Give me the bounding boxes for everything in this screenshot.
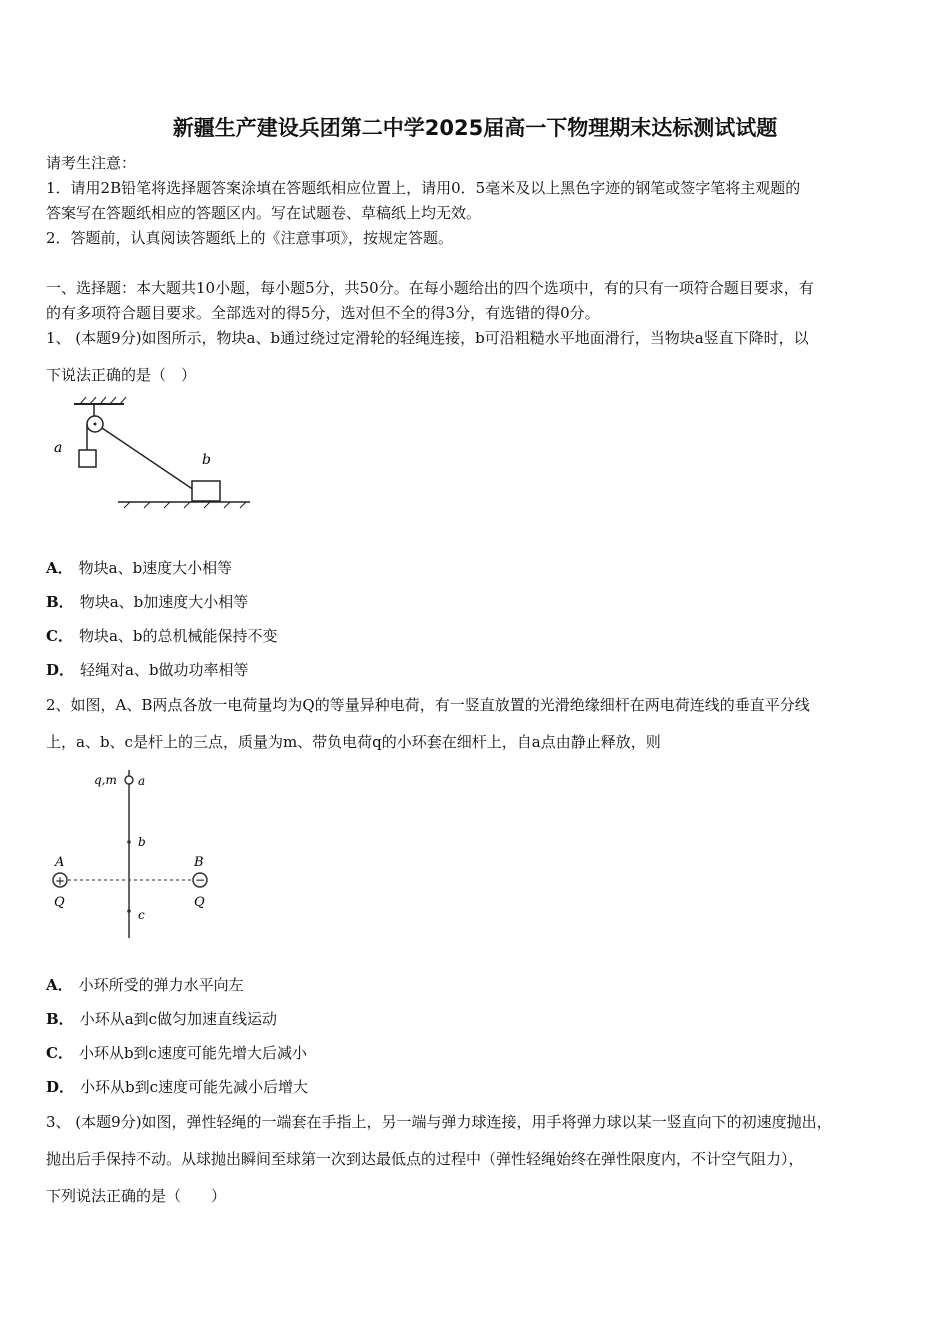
charge-b-sign: − bbox=[195, 873, 206, 887]
question-1-option-b[interactable]: B． 物块a、b加速度大小相等 bbox=[46, 593, 249, 611]
question-1-stem-line-2: 下说法正确的是（ ） bbox=[46, 366, 197, 384]
label-charge-b: B bbox=[194, 855, 204, 870]
rope-to-b bbox=[102, 428, 194, 490]
point-b bbox=[127, 840, 131, 844]
question-3-stem-line-2: 抛出后手保持不动。从球抛出瞬间至球第一次到达最低点的过程中（弹性轻绳始终在弹性限度内，不计空气阻力）， bbox=[46, 1150, 804, 1168]
question-1-figure bbox=[46, 392, 266, 517]
ground bbox=[118, 502, 250, 508]
page-title: 新疆生产建设兵团第二中学2025届高一下物理期末达标测试试题 bbox=[172, 116, 778, 140]
label-charge-b-q: Q bbox=[194, 895, 205, 910]
ceiling-support bbox=[74, 397, 126, 416]
label-block-a: a bbox=[54, 440, 63, 456]
label-charge-a-q: Q bbox=[54, 895, 65, 910]
label-point-a: a bbox=[138, 774, 146, 788]
question-1-option-c[interactable]: C． 物块a、b的总机械能保持不变 bbox=[46, 627, 278, 645]
label-charge-a: A bbox=[55, 855, 65, 870]
question-2-stem-line-2: 上，a、b、c是杆上的三点，质量为m、带负电荷q的小环套在细杆上，自a点由静止释放，则 bbox=[46, 733, 661, 751]
label-point-b: b bbox=[138, 835, 146, 849]
block-a bbox=[79, 450, 96, 467]
label-qm: q,m bbox=[94, 773, 117, 787]
question-1-option-a[interactable]: A． 物块a、b速度大小相等 bbox=[46, 559, 233, 577]
section-instructions-line-2: 的有多项符合题目要求。全部选对的得5分，选对但不全的得3分，有选错的得0分。 bbox=[46, 304, 600, 322]
question-1-option-d[interactable]: D． 轻绳对a、b做功功率相等 bbox=[46, 661, 249, 679]
notice-heading: 请考生注意： bbox=[46, 154, 137, 172]
question-1-stem-line-1: 1、 (本题9分)如图所示，物块a、b通过绕过定滑轮的轻绳连接，b可沿粗糙水平地面滑行，当物块a竖直下降时，以 bbox=[46, 329, 809, 347]
notice-item-1-line-2: 答案写在答题纸相应的答题区内。写在试题卷、草稿纸上均无效。 bbox=[46, 204, 482, 222]
charge-a-sign: + bbox=[55, 874, 66, 888]
ring-qm bbox=[125, 776, 133, 784]
question-2-option-c[interactable]: C． 小环从b到c速度可能先增大后减小 bbox=[46, 1044, 307, 1062]
notice-item-1-line-1: 1．请用2B铅笔将选择题答案涂填在答题纸相应位置上，请用0．5毫米及以上黑色字迹的钢笔或签字笔将主观题的 bbox=[46, 179, 801, 197]
question-2-option-d[interactable]: D． 小环从b到c速度可能先减小后增大 bbox=[46, 1078, 309, 1096]
block-b bbox=[192, 481, 220, 501]
question-2-figure bbox=[46, 764, 226, 944]
question-2-stem-line-1: 2、如图，A、B两点各放一电荷量均为Q的等量异种电荷，有一竖直放置的光滑绝缘细杆在两电荷连线的垂直平分线 bbox=[46, 696, 810, 714]
question-3-stem-line-1: 3、 (本题9分)如图，弹性轻绳的一端套在手指上，另一端与弹力球连接，用手将弹力球以某一竖直向下的初速度抛出， bbox=[46, 1113, 832, 1131]
point-c bbox=[127, 909, 131, 913]
label-block-b: b bbox=[202, 452, 211, 468]
section-instructions-line-1: 一、选择题：本大题共10小题，每小题5分，共50分。在每小题给出的四个选项中，有的只有一项符合题目要求，有 bbox=[46, 279, 814, 297]
question-2-option-a[interactable]: A． 小环所受的弹力水平向左 bbox=[46, 976, 244, 994]
label-point-c: c bbox=[138, 908, 145, 922]
question-3-stem-line-3: 下列说法正确的是（ ） bbox=[46, 1187, 227, 1205]
notice-item-2: 2．答题前，认真阅读答题纸上的《注意事项》，按规定答题。 bbox=[46, 229, 454, 247]
question-2-option-b[interactable]: B． 小环从a到c做匀加速直线运动 bbox=[46, 1010, 278, 1028]
